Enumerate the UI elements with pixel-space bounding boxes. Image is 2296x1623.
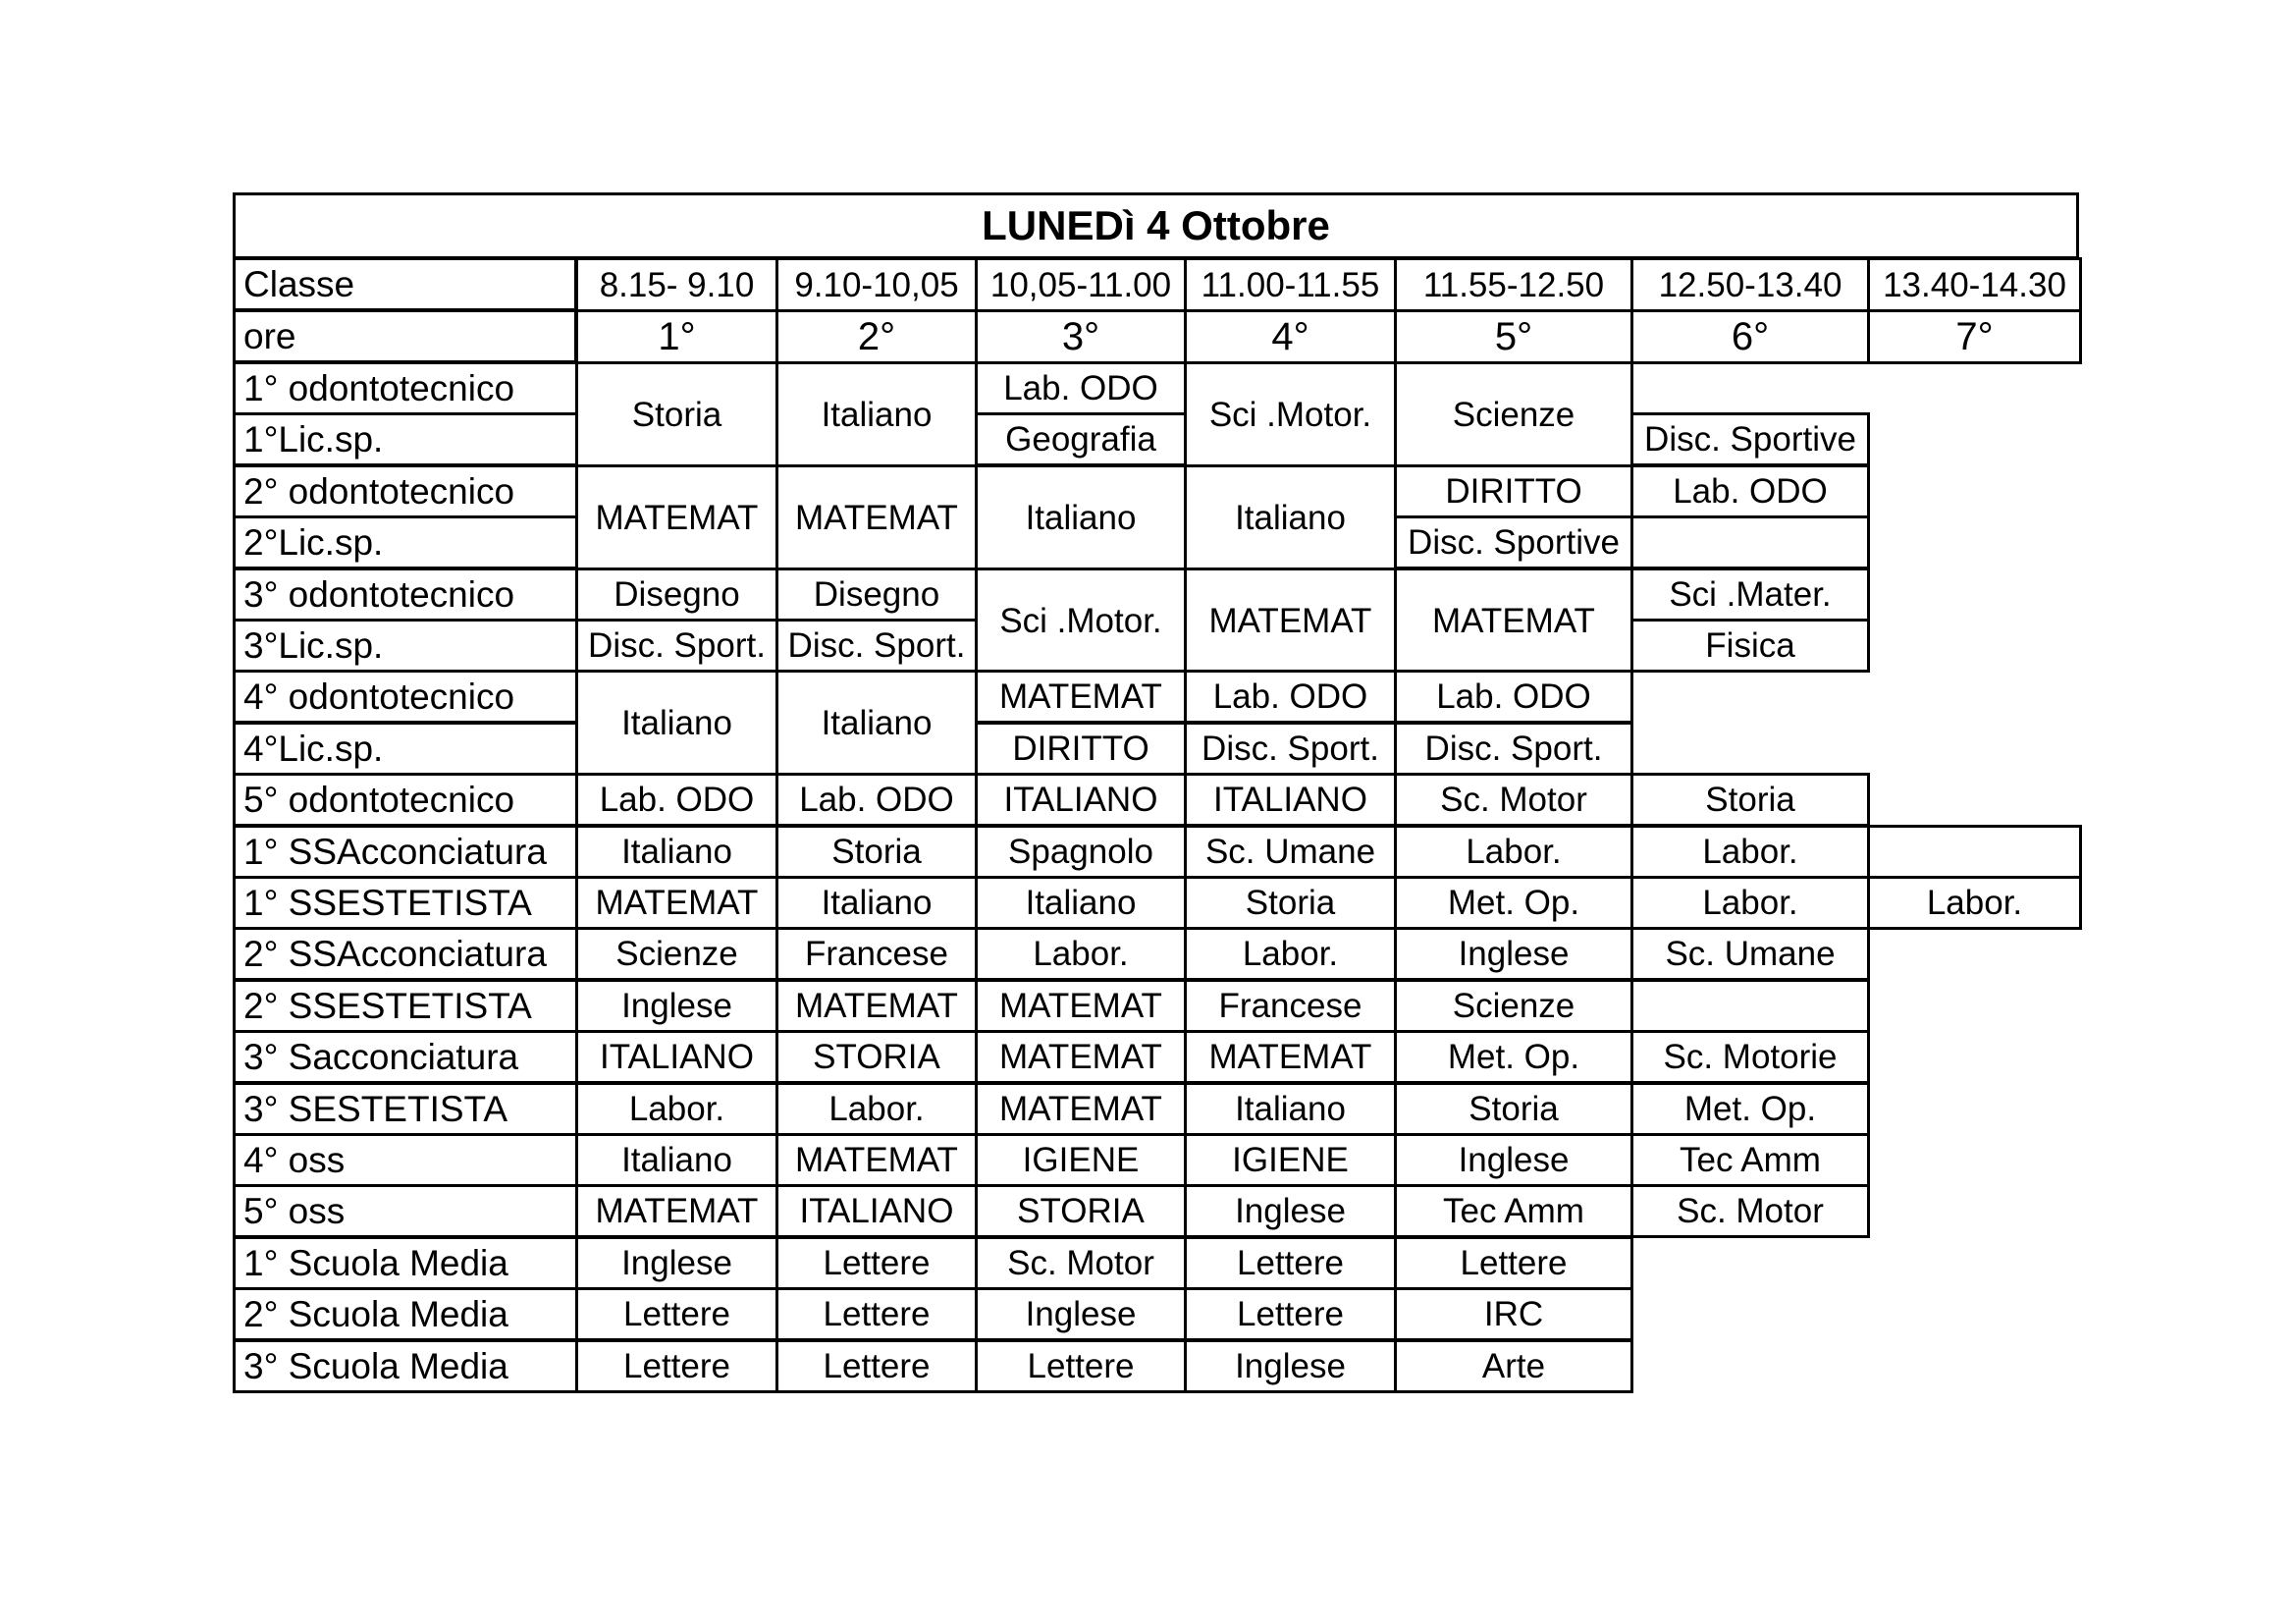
schedule-cell: MATEMAT <box>1184 568 1397 674</box>
schedule-cell: Labor. <box>1630 876 1870 930</box>
schedule-cell: ITALIANO <box>1184 773 1397 827</box>
schedule-cell: Storia <box>1630 773 1870 827</box>
schedule-cell: Storia <box>775 825 978 879</box>
schedule-cell: Disc. Sport. <box>775 619 978 673</box>
schedule-cell: Tec Amm <box>1630 1133 1870 1187</box>
class-name-cell: 2° Scuola Media <box>233 1287 578 1341</box>
hour-number-header: 6° <box>1630 309 1870 364</box>
schedule-cell: Sc. Motor <box>975 1236 1187 1290</box>
schedule-cell: IGIENE <box>1184 1133 1397 1187</box>
schedule-cell: Storia <box>575 361 778 467</box>
schedule-cell: MATEMAT <box>575 876 778 930</box>
time-slot-header: 12.50-13.40 <box>1630 257 1870 312</box>
schedule-cell: Storia <box>1394 1082 1633 1136</box>
schedule-cell: IGIENE <box>975 1133 1187 1187</box>
schedule-cell: Labor. <box>1867 876 2082 930</box>
hour-number-header: 1° <box>575 309 778 364</box>
time-slot-header: 13.40-14.30 <box>1867 257 2082 312</box>
schedule-cell: Inglese <box>1394 1133 1633 1187</box>
schedule-cell: Spagnolo <box>975 825 1187 879</box>
schedule-cell: Italiano <box>975 876 1187 930</box>
class-name-cell: 2° SSAcconciatura <box>233 927 578 981</box>
class-name-cell: 2° odontotecnico <box>233 464 578 518</box>
schedule-cell: MATEMAT <box>775 464 978 570</box>
schedule-cell: Francese <box>1184 979 1397 1033</box>
schedule-cell: Lab. ODO <box>975 361 1187 415</box>
class-name-cell: 1° Scuola Media <box>233 1236 578 1290</box>
schedule-cell: MATEMAT <box>1184 1030 1397 1084</box>
hour-number-header: 4° <box>1184 309 1397 364</box>
schedule-cell: Inglese <box>575 979 778 1033</box>
schedule-cell: Francese <box>775 927 978 981</box>
schedule-cell: Sci .Motor. <box>1184 361 1397 467</box>
schedule-cell: MATEMAT <box>775 1133 978 1187</box>
time-slot-header: 11.00-11.55 <box>1184 257 1397 312</box>
schedule-cell: MATEMAT <box>975 979 1187 1033</box>
schedule-cell: Scienze <box>1394 979 1633 1033</box>
schedule-cell: Italiano <box>575 670 778 776</box>
schedule-cell: Sc. Motor <box>1630 1184 1870 1238</box>
hour-number-header: 7° <box>1867 309 2082 364</box>
timetable-title: LUNEDì 4 Ottobre <box>233 192 2079 259</box>
schedule-cell: Scienze <box>1394 361 1633 467</box>
schedule-cell: Lettere <box>975 1339 1187 1393</box>
hour-number-header: 5° <box>1394 309 1633 364</box>
class-name-cell: 3° SESTETISTA <box>233 1082 578 1136</box>
schedule-cell: STORIA <box>775 1030 978 1084</box>
schedule-cell: Italiano <box>775 670 978 776</box>
schedule-cell: Italiano <box>775 361 978 467</box>
schedule-cell: STORIA <box>975 1184 1187 1238</box>
schedule-cell: Lab. ODO <box>1394 670 1633 724</box>
schedule-cell: DIRITTO <box>975 722 1187 776</box>
schedule-cell: Lettere <box>1184 1236 1397 1290</box>
class-name-cell: 3° Sacconciatura <box>233 1030 578 1084</box>
class-name-cell: 1°Lic.sp. <box>233 412 578 466</box>
schedule-cell: MATEMAT <box>975 1030 1187 1084</box>
schedule-cell: ITALIANO <box>975 773 1187 827</box>
schedule-cell: Labor. <box>975 927 1187 981</box>
schedule-cell: Sc. Motorie <box>1630 1030 1870 1084</box>
schedule-cell <box>1630 979 1870 1033</box>
schedule-cell: Lettere <box>1394 1236 1633 1290</box>
schedule-cell: Met. Op. <box>1394 876 1633 930</box>
schedule-cell: Lettere <box>575 1339 778 1393</box>
schedule-cell: MATEMAT <box>575 1184 778 1238</box>
class-name-cell: 1° odontotecnico <box>233 361 578 415</box>
schedule-cell: Disc. Sport. <box>1184 722 1397 776</box>
class-name-cell: 4°Lic.sp. <box>233 722 578 776</box>
schedule-cell: Lab. ODO <box>575 773 778 827</box>
schedule-cell: Lab. ODO <box>1630 464 1870 518</box>
hour-number-header: 3° <box>975 309 1187 364</box>
class-name-cell: 3°Lic.sp. <box>233 619 578 673</box>
schedule-cell: Arte <box>1394 1339 1633 1393</box>
schedule-cell: ITALIANO <box>775 1184 978 1238</box>
schedule-cell: Inglese <box>575 1236 778 1290</box>
schedule-cell: Inglese <box>1184 1339 1397 1393</box>
schedule-cell: Met. Op. <box>1630 1082 1870 1136</box>
schedule-cell: Italiano <box>575 1133 778 1187</box>
classe-header: Classe <box>233 257 577 311</box>
schedule-cell: Inglese <box>1394 927 1633 981</box>
class-name-cell: 2°Lic.sp. <box>233 515 578 569</box>
schedule-cell: Labor. <box>1630 825 1870 879</box>
schedule-cell: Italiano <box>575 825 778 879</box>
hour-number-header: 2° <box>775 309 978 364</box>
schedule-cell: Italiano <box>975 464 1187 570</box>
time-slot-header: 11.55-12.50 <box>1394 257 1633 312</box>
schedule-cell: Disegno <box>575 568 778 622</box>
schedule-cell: Sc. Umane <box>1184 825 1397 879</box>
class-name-cell: 4° odontotecnico <box>233 670 578 724</box>
class-name-cell: 3° Scuola Media <box>233 1339 578 1393</box>
class-name-cell: 4° oss <box>233 1133 578 1187</box>
schedule-cell: MATEMAT <box>975 1082 1187 1136</box>
class-name-cell: 1° SSAcconciatura <box>233 825 578 879</box>
schedule-cell: Disc. Sport. <box>1394 722 1633 776</box>
time-slot-header: 9.10-10,05 <box>775 257 978 312</box>
schedule-cell <box>1867 825 2082 879</box>
schedule-cell: Sc. Umane <box>1630 927 1870 981</box>
time-slot-header: 10,05-11.00 <box>975 257 1187 312</box>
schedule-cell: MATEMAT <box>775 979 978 1033</box>
schedule-cell: Fisica <box>1630 619 1870 673</box>
ore-header: ore <box>233 309 577 363</box>
schedule-cell: DIRITTO <box>1394 464 1633 518</box>
schedule-cell: Lettere <box>575 1287 778 1341</box>
schedule-cell: Tec Amm <box>1394 1184 1633 1238</box>
schedule-cell: Lab. ODO <box>775 773 978 827</box>
schedule-cell: Labor. <box>1184 927 1397 981</box>
schedule-cell: Disc. Sportive <box>1630 412 1870 466</box>
schedule-cell: Scienze <box>575 927 778 981</box>
schedule-cell: Inglese <box>975 1287 1187 1341</box>
schedule-cell: Sci .Mater. <box>1630 568 1870 622</box>
class-name-cell: 5° odontotecnico <box>233 773 578 827</box>
schedule-cell: ITALIANO <box>575 1030 778 1084</box>
schedule-cell: IRC <box>1394 1287 1633 1341</box>
class-name-cell: 5° oss <box>233 1184 578 1238</box>
time-slot-header: 8.15- 9.10 <box>575 257 778 312</box>
schedule-cell: Italiano <box>1184 1082 1397 1136</box>
schedule-cell: Lettere <box>1184 1287 1397 1341</box>
schedule-cell: Met. Op. <box>1394 1030 1633 1084</box>
class-name-cell: 1° SSESTETISTA <box>233 876 578 930</box>
schedule-cell: MATEMAT <box>975 670 1187 724</box>
schedule-cell: Labor. <box>775 1082 978 1136</box>
schedule-cell: Disc. Sportive <box>1394 515 1633 569</box>
schedule-cell: Italiano <box>1184 464 1397 570</box>
schedule-cell: Geografia <box>975 412 1187 466</box>
schedule-cell: Disc. Sport. <box>575 619 778 673</box>
schedule-cell: Italiano <box>775 876 978 930</box>
schedule-cell: Storia <box>1184 876 1397 930</box>
schedule-cell: Sc. Motor <box>1394 773 1633 827</box>
class-name-cell: 3° odontotecnico <box>233 568 578 622</box>
schedule-cell: Lettere <box>775 1287 978 1341</box>
schedule-cell: Inglese <box>1184 1184 1397 1238</box>
schedule-cell: Sci .Motor. <box>975 568 1187 674</box>
schedule-cell: Labor. <box>1394 825 1633 879</box>
schedule-cell: Labor. <box>575 1082 778 1136</box>
schedule-cell: Lettere <box>775 1236 978 1290</box>
schedule-cell: MATEMAT <box>575 464 778 570</box>
schedule-cell: Lab. ODO <box>1184 670 1397 724</box>
schedule-cell: MATEMAT <box>1394 568 1633 674</box>
class-name-cell: 2° SSESTETISTA <box>233 979 578 1033</box>
schedule-cell: Lettere <box>775 1339 978 1393</box>
schedule-cell <box>1630 515 1870 569</box>
schedule-cell: Disegno <box>775 568 978 622</box>
